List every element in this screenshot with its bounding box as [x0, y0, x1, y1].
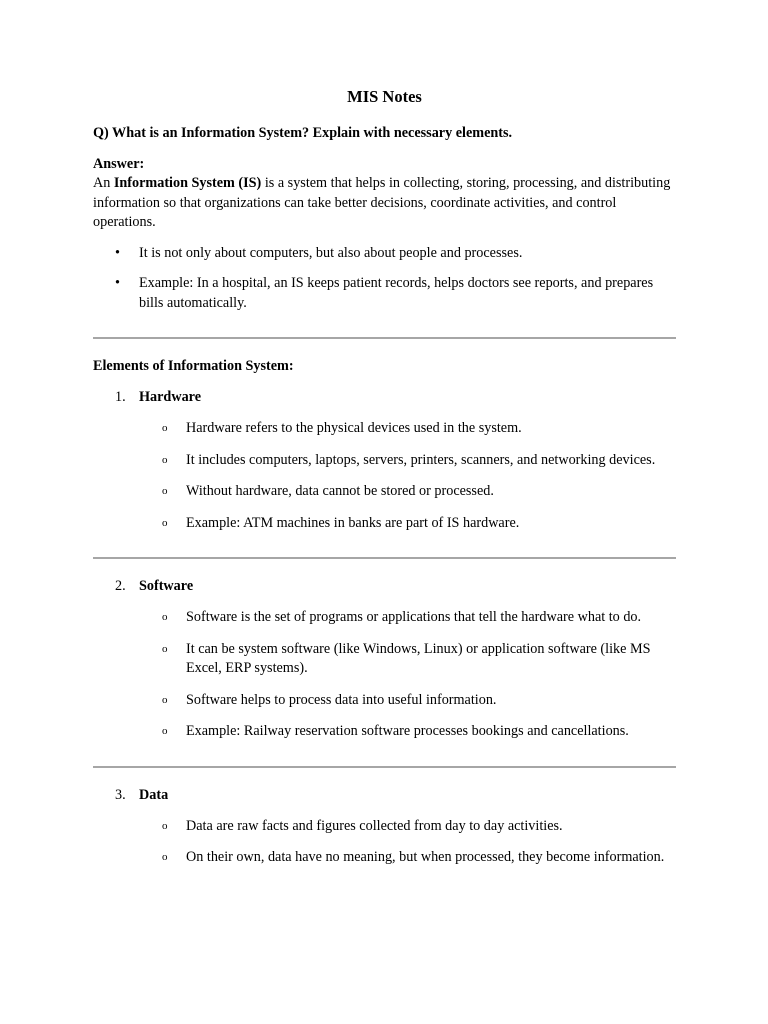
- list-item: [93, 817, 676, 837]
- list-item: [93, 419, 676, 439]
- hollow-bullet-icon: o: [162, 453, 168, 466]
- intro-term: Information System (IS): [113, 175, 262, 191]
- section-name: Hardware: [139, 389, 201, 405]
- section-data: [93, 786, 676, 868]
- intro-rest: is a system that helps in collecting, storing, processing, and distributing information so that organizations can take better decisions, coordinate activities, and control operations.: [93, 175, 671, 230]
- bullet-icon: •: [115, 275, 120, 291]
- point-text: It includes computers, laptops, servers, printers, scanners, and networking devices.: [186, 451, 656, 468]
- hollow-bullet-icon: o: [162, 725, 168, 737]
- hollow-bullet-icon: o: [162, 851, 168, 863]
- point-text: Data are raw facts and figures collected from day to day activities.: [186, 817, 563, 834]
- intro-bullet-list: [93, 244, 676, 314]
- list-item: [93, 482, 676, 502]
- list-item: [93, 274, 676, 313]
- list-item: [93, 451, 676, 471]
- list-item: [93, 514, 676, 534]
- point-text: Hardware refers to the physical devices used in the system.: [186, 420, 522, 436]
- point-text: On their own, data have no meaning, but when processed, they become information.: [186, 849, 665, 865]
- hollow-bullet-icon: o: [162, 516, 168, 529]
- bullet-icon: •: [115, 244, 120, 261]
- divider: [93, 557, 676, 559]
- divider: [93, 337, 676, 339]
- hollow-bullet-icon: o: [162, 819, 168, 832]
- section-title: [93, 577, 676, 596]
- divider: [93, 766, 676, 768]
- point-text: Without hardware, data cannot be stored or processed.: [186, 483, 494, 499]
- answer-label: Answer:: [93, 156, 145, 172]
- section-number: 1.: [115, 389, 126, 405]
- point-text: Software is the set of programs or applications that tell the hardware what to do.: [186, 609, 642, 625]
- section-software: [93, 577, 676, 742]
- elements-heading: Elements of Information System:: [93, 358, 294, 374]
- section-name: Software: [139, 578, 194, 594]
- list-item: [93, 848, 676, 868]
- bullet-text: Example: In a hospital, an IS keeps patient records, helps doctors see reports, and prepares bills automatically.: [139, 275, 654, 311]
- sub-point-list: [93, 419, 676, 533]
- hollow-bullet-icon: o: [162, 642, 168, 655]
- question: Q) What is an Information System? Explain with necessary elements.: [93, 125, 513, 141]
- list-item: [93, 722, 676, 742]
- bullet-text: It is not only about computers, but also about people and processes.: [139, 244, 523, 261]
- hollow-bullet-icon: o: [162, 611, 168, 623]
- intro-prefix: An: [93, 175, 114, 191]
- point-text: It can be system software (like Windows, Linux) or application software (like MS Excel, ERP systems).: [186, 640, 651, 676]
- document-page: [93, 86, 676, 880]
- hollow-bullet-icon: o: [162, 422, 168, 434]
- list-item: [93, 244, 676, 264]
- point-text: Software helps to process data into useful information.: [186, 691, 497, 708]
- section-number: 3.: [115, 786, 126, 803]
- hollow-bullet-icon: o: [162, 693, 168, 706]
- list-item: [93, 691, 676, 711]
- list-item: [93, 640, 676, 679]
- section-title: [93, 388, 676, 407]
- point-text: Example: Railway reservation software processes bookings and cancellations.: [186, 723, 629, 739]
- section-title: [93, 786, 676, 805]
- point-text: Example: ATM machines in banks are part of IS hardware.: [186, 514, 520, 531]
- page-title: MIS Notes: [347, 87, 422, 106]
- hollow-bullet-icon: o: [162, 485, 168, 497]
- list-item: [93, 608, 676, 628]
- sub-point-list: [93, 817, 676, 868]
- sub-point-list: [93, 608, 676, 742]
- intro-paragraph: [93, 174, 676, 233]
- section-name: Data: [139, 786, 169, 803]
- section-hardware: [93, 388, 676, 533]
- section-number: 2.: [115, 578, 126, 594]
